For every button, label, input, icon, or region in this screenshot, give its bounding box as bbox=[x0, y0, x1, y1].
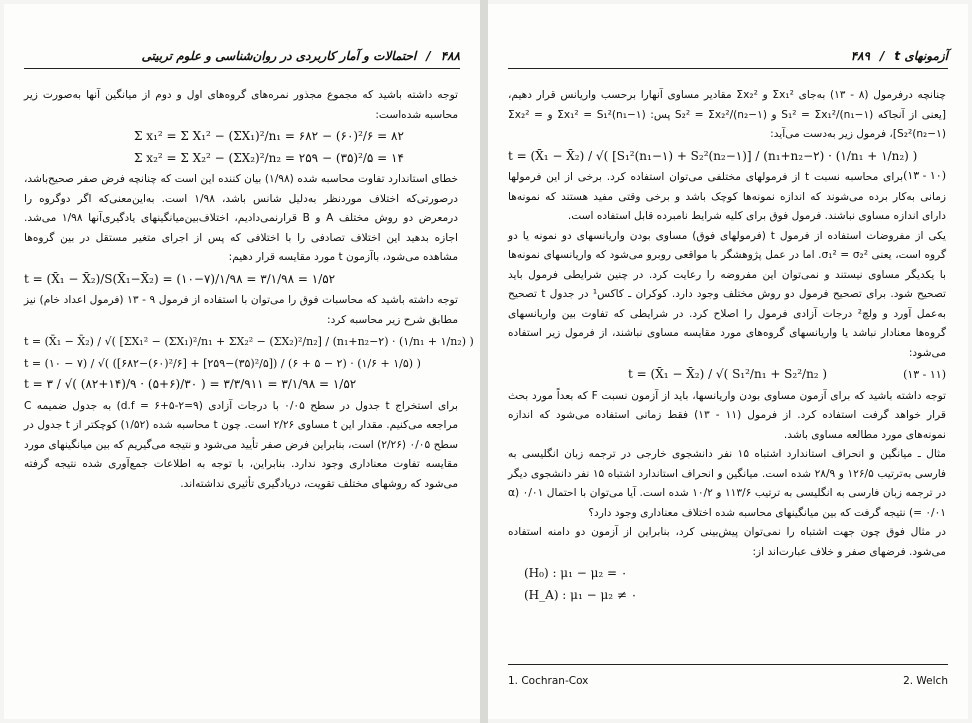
book-gutter bbox=[480, 0, 488, 723]
paragraph: چنانچه درفرمول (۸ - ۱۳) به‌جای Σx₁² و Σx₂² مقادیر مساوی آنهارا برحسب واریانس قرار دهیم، [یعنی از آنجاکه S₁² = Σx₁²/(n₁−۱) و S₂² = Σx₂²/(n₂−۱) پس: Σx₁² = S₁²(n₁−۱) و Σx₂² = S₂²(n₂−۱)]، فرمول زیر به‌دست می‌آید: bbox=[508, 89, 947, 140]
paragraph: توجه داشته باشید که مجموع مجذور نمره‌های گروه‌های اول و دوم از میانگین آنها به‌صورت زیر محاسبه شده‌است: bbox=[24, 89, 458, 121]
header-separator: / bbox=[426, 49, 431, 63]
left-page-number: ۴۸۸ bbox=[440, 49, 460, 63]
paragraph: برای محاسبه نسبت t از فرمولهای مختلفی می‌توان استفاده کرد. برخی از این فرمولها زمانی به‌کار برده می‌شوند که اندازه نمونه‌ها کوچک باشد و برخی وقتی مفید هستند که نمونه‌ها دارای اندازه مساوی نباشند. فرمول فوق برای کلیه شرایط نامبرده قابل استفاده است. bbox=[508, 171, 946, 222]
equation-number: (۱۳ - ۱۰) bbox=[903, 169, 946, 182]
paragraph: خطای استاندارد تفاوت محاسبه شده (۱/۹۸) بیان کننده این است که چنانچه فرض صفر صحیح‌باشد، درصورتی‌که اختلاف موردنظر به‌دلیل شانس باشد، ۱/۹۸ است. به‌این‌معنی‌که اگر دوگروه را درمعرض دو روش مختلف A و B قرارنمی‌دادیم، اختلاف‌بین‌میانگینهای یادگیری‌آنها ۱/۹۸ می‌شد. اجازه بدهید این اختلاف تصادفی را با اختلافی که پس از اجرای متغیر مستقل در بین گروه‌ها مشاهده می‌شود، باآزمون t مورد مقایسه قرار دهیم: bbox=[24, 173, 459, 263]
left-page bbox=[4, 4, 480, 719]
footnotes bbox=[508, 664, 948, 687]
paragraph: یکی از مفروضات استفاده از فرمول t (فرمولهای فوق) مساوی بودن واریانسهای دو نمونه یا دو گروه است، یعنی σ₁² = σ₂². اما در عمل پژوهشگر با مواقعی روبرو می‌شود که واریانسهای نمونه‌ها با یکدیگر مساوی نیستند و نمی‌توان این مفروضه را رعایت کرد. در چنین شرایطی فرمول باید تصحیح شود. برای تصحیح فرمول دو روش مختلف وجود دارد. کوکران ـ کاکس¹ در جدول t تصحیح به‌عمل آورد و ولچ² درجات آزادی فرمول را اصلاح کرد. در شرایطی که تفاوت بین واریانسهای گروه‌ها معنادار نباشد یا واریانسهای گروه‌های مورد مقایسه مساوی نباشند، از فرمول زیر استفاده می‌شود: bbox=[508, 229, 946, 359]
header-separator: / bbox=[880, 49, 885, 63]
book-title: احتمالات و آمار کاربردی در روان‌شناسی و علوم تربیتی bbox=[141, 49, 417, 63]
right-page bbox=[488, 4, 968, 719]
equation: t = (۱۰ − ۷) / √( ([۶۸۲−(۶۰)²/۶] + [۲۵۹−(۳۵)²/۵]) / (۶ + ۵ − ۲) · (۱/۶ + ۱/۵) ) bbox=[24, 356, 421, 370]
chapter-title: آزمونهای t bbox=[894, 49, 948, 63]
equation-number: (۱۳ - ۱۱) bbox=[903, 368, 946, 381]
paragraph: مثال ـ میانگین و انحراف استاندارد اشتباه ۱۵ نفر دانشجوی خارجی در ترجمه زبان انگلیسی به فارسی به‌ترتیب ۱۲۶/۵ و ۲۸/۹ شده است. میانگین و انحراف استاندارد اشتباه ۱۵ نفر دانشجوی دیگر در ترجمه زبان فارسی به انگلیسی به ترتیب ۱۱۳/۶ و ۱۰/۲ شده است. آیا می‌توان با احتمال ۰/۰۱ (α = ۰/۰۱) نتیجه گرفت که بین میانگینهای محاسبه شده اختلاف معناداری وجود دارد؟ bbox=[508, 448, 946, 519]
equation: Σ x₂² = Σ X₂² − (ΣX₂)²/n₂ = ۲۵۹ − (۳۵)²/۵ = ۱۴ bbox=[134, 150, 404, 165]
left-page-body bbox=[24, 86, 474, 494]
right-page-number: ۴۸۹ bbox=[850, 49, 870, 63]
equation-formula: t = (X̄₁ − X̄₂) / √( S₁²/n₁ + S₂²/n₂ ) bbox=[628, 367, 828, 381]
right-page-header bbox=[508, 44, 948, 69]
footnote-2: 2. Welch bbox=[903, 675, 948, 687]
alternative-hypothesis: (H_A) : μ₁ − μ₂ ≠ ۰ bbox=[524, 587, 638, 602]
paragraph: توجه داشته باشید که محاسبات فوق را می‌توان با استفاده از فرمول ۹ - ۱۳ (فرمول اعداد خام) نیز مطابق شرح زیر محاسبه کرد: bbox=[24, 294, 458, 326]
paragraph: در مثال فوق چون جهت اشتباه را نمی‌توان پیش‌بینی کرد، بنابراین از آزمون دو دامنه استفاده می‌شود. فرضهای صفر و خلاف عبارت‌اند از: bbox=[508, 526, 946, 558]
paragraph: توجه داشته باشید که برای آزمون مساوی بودن واریانسها، باید از آزمون نسبت F که بعداً مورد بحث قرار خواهد گرفت استفاده کرد. از فرمول (۱۱ - ۱۳) فقط زمانی استفاده می‌شود که اندازه نمونه‌های مورد مطالعه مساوی باشد. bbox=[508, 389, 947, 441]
equation: t = (X̄₁ − X̄₂)/S(X̄₁−X̄₂) = (۱۰−۷)/۱/۹۸ = ۳/۱/۹۸ = ۱/۵۲ bbox=[24, 271, 336, 286]
equation bbox=[508, 365, 946, 385]
footnote-1: 1. Cochran-Cox bbox=[508, 675, 589, 687]
paragraph: برای استخراج t جدول در سطح ۰/۰۵ با درجات آزادی (۹=۲-۵+۶ = d.f) به جدول ضمیمه C مراجعه می‌کنیم. مقدار این t مساوی ۲/۲۶ است. چون t محاسبه شده (۱/۵۲) کوچکتر از t جدول در سطح ۰/۰۵ (۲/۲۶) است، بنابراین فرض صفر تأیید می‌شود و نتیجه می‌گیریم که بین میانگینهای مورد مقایسه تفاوت معناداری وجود ندارد. بنابراین، با توجه به اطلاعات جمع‌آوری شده نتیجه گرفته می‌شود که روشهای مختلف تقویت، دریادگیری تأثیری نداشته‌اند. bbox=[24, 399, 458, 490]
equation: t = (X̄₁ − X̄₂) / √( [ΣX₁² − (ΣX₁)²/n₁ + ΣX₂² − (ΣX₂)²/n₂] / (n₁+n₂−۲) · (۱/n₁ + ۱/n₂) ) bbox=[24, 335, 474, 348]
right-page-body bbox=[508, 86, 946, 607]
equation: t = ۳ / √( (۸۲+۱۴)/۹ · (۵+۶)/۳۰ ) = ۳/۳/۹۱۱ = ۳/۱/۹۸ = ۱/۵۲ bbox=[24, 377, 357, 391]
left-page-header bbox=[24, 44, 460, 69]
equation: Σ x₁² = Σ X₁² − (ΣX₁)²/n₁ = ۶۸۲ − (۶۰)²/۶ = ۸۲ bbox=[134, 129, 404, 143]
null-hypothesis: (H₀) : μ₁ − μ₂ = ۰ bbox=[524, 566, 628, 580]
equation-formula: t = (X̄₁ − X̄₂) / √( [S₁²(n₁−۱) + S₂²(n₂−۱)] / (n₁+n₂−۲) · (۱/n₁ + ۱/n₂) ) bbox=[508, 148, 918, 163]
equation bbox=[508, 147, 946, 182]
